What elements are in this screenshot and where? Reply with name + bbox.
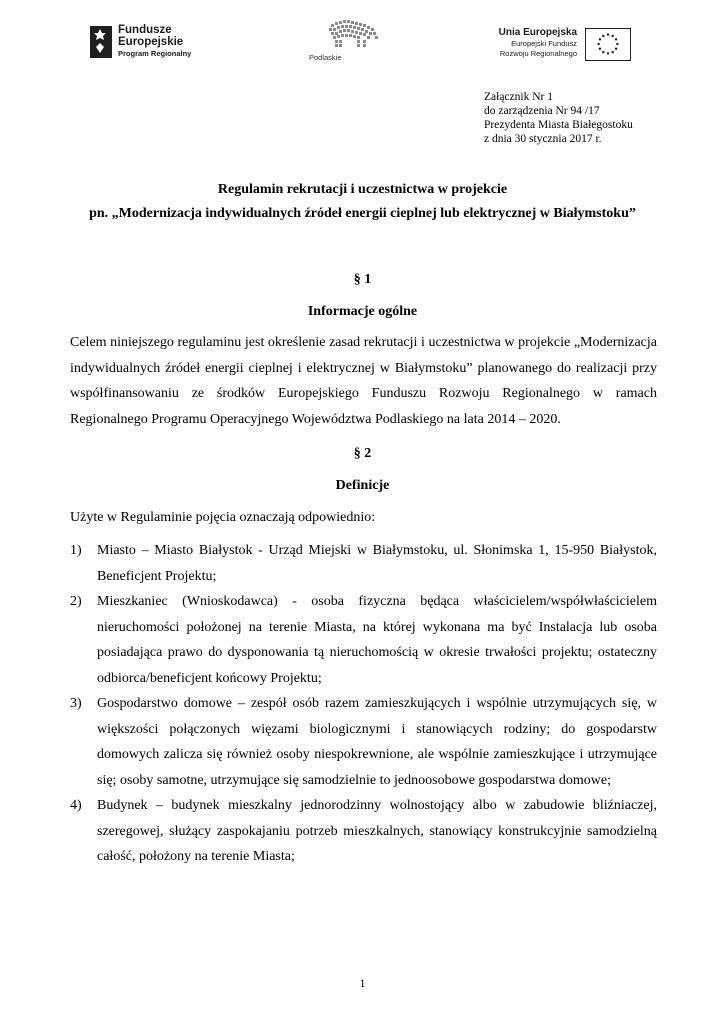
section2-symbol: § 2 [353, 446, 372, 461]
list-item-number: 3) [70, 696, 82, 711]
list-item-number: 4) [70, 798, 82, 813]
fe-logo-line1: Fundusze [118, 24, 172, 36]
ue-logo-line2: Europejski Fundusz [511, 39, 577, 48]
list-item [70, 538, 657, 589]
unia-europejska-logo [492, 26, 637, 66]
definitions-list [70, 538, 657, 870]
podlaskie-logo [309, 18, 389, 66]
eu-flag-icon [585, 28, 631, 61]
fundusze-europejskie-logo [88, 20, 191, 64]
fe-star-mark-icon [88, 23, 114, 61]
section1-paragraph: Celem niniejszego regulaminu jest określenie zasad rekrutacji i uczestnictwa w projekcie „Modernizacja indywidualnych źródeł energii cieplnej i elektrycznej w Białymstoku” planowanego do realizacji przy współfinansowaniu ze środków Europejskiego Funduszu Rozwoju Regionalnego w ramach Regionalnego Programu Operacyjnego Województwa Podlaskiego na lata 2014 – 2020. [70, 335, 657, 427]
fe-logo-line3: Program Regionalny [118, 49, 192, 58]
list-item-text: Budynek – budynek mieszkalny jednorodzinny wolnostojący albo w zabudowie bliźniaczej, szeregowej, służący zaspokajaniu potrzeb mieszkalnych, stanowiący konstrukcyjnie samodzielną całość, położony na terenie Miasta; [97, 798, 657, 864]
section1-heading: Informacje ogólne [307, 304, 418, 319]
section2-intro: Użyte w Regulaminie pojęcia oznaczają odpowiednio: [70, 510, 376, 525]
page-number: 1 [359, 978, 366, 990]
list-item-number: 2) [70, 594, 82, 609]
bison-icon [327, 18, 383, 52]
annex-note [484, 90, 633, 146]
list-item [70, 691, 657, 793]
section2-heading: Definicje [335, 478, 390, 493]
podlaskie-label: Podlaskie [309, 53, 342, 62]
annex-line3: Prezydenta Miasta Białegostoku [484, 119, 633, 131]
document-subtitle: pn. „Modernizacja indywidualnych źródeł energii cieplnej lub elektrycznej w Białymstoku” [89, 206, 636, 221]
list-item [70, 589, 657, 691]
annex-line4: z dnia 30 stycznia 2017 r. [484, 133, 602, 145]
ue-logo-line1: Unia Europejska [498, 27, 577, 38]
annex-line2: do zarządzenia Nr 94 /17 [484, 105, 600, 117]
annex-line1: Załącznik Nr 1 [484, 91, 553, 103]
section1-symbol: § 1 [353, 272, 372, 287]
document-title: Regulamin rekrutacji i uczestnictwa w projekcie [217, 182, 508, 197]
list-item-text: Miasto – Miasto Białystok - Urząd Miejski w Białymstoku, ul. Słonimska 1, 15-950 Białystok, Beneficjent Projektu; [97, 543, 657, 584]
fe-logo-line2: Europejskie [118, 36, 184, 48]
list-item [70, 793, 657, 870]
ue-logo-line3: Rozwoju Regionalnego [499, 49, 577, 58]
list-item-number: 1) [70, 543, 82, 558]
list-item-text: Gospodarstwo domowe – zespół osób razem zamieszkujących i wspólnie utrzymujących się, w większości połączonych więzami biologicznymi i stanowiących rodziny; do gospodarstw domowych zalicza się również osoby niespokrewnione, ale wspólnie zamieszkujące i utrzymujące się; osoby samotne, utrzymujące się samodzielnie to jednoosobowe gospodarstwa domowe; [97, 696, 657, 788]
list-item-text: Mieszkaniec (Wnioskodawca) - osoba fizyczna będąca właścicielem/współwłaścicielem nieruchomości położonej na terenie Miasta, na której wykonana ma być Instalacja lub osoba posiadająca prawo do dysponowania tą nieruchomością w okresie trwałości projektu; ostateczny odbiorca/beneficjent końcowy Projektu; [97, 594, 657, 686]
